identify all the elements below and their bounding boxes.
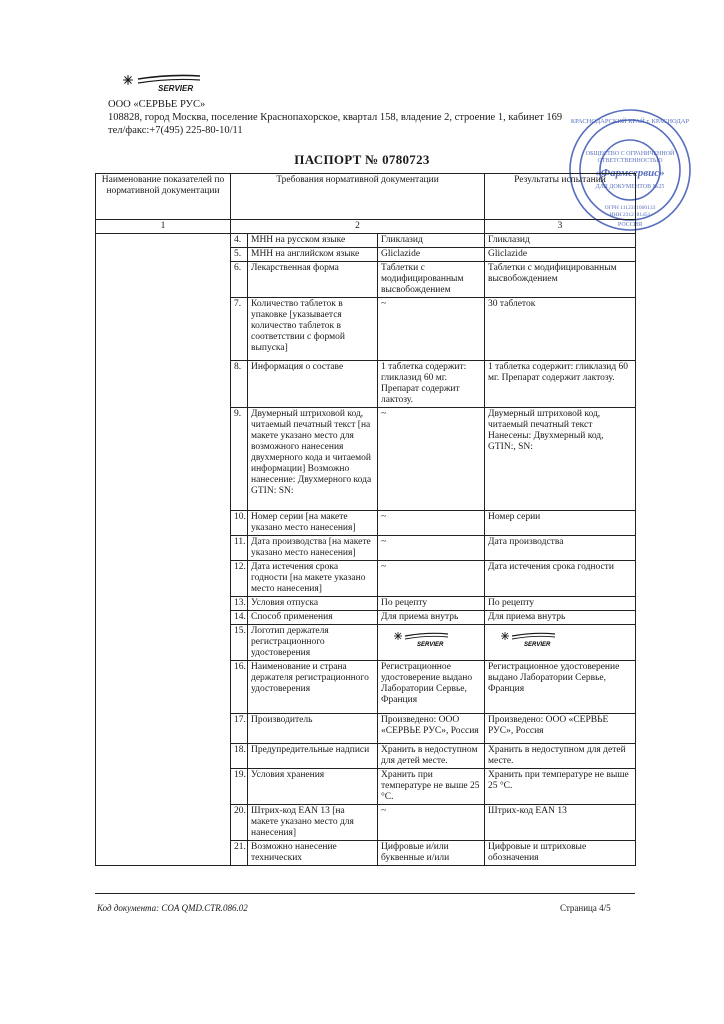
row-requirement: ~ [378, 536, 485, 561]
row-result: 1 таблетка содержит: гликлазид 60 мг. Препарат содержит лактозу. [485, 361, 636, 408]
row-requirement: Цифровые и/или буквенные и/или [378, 841, 485, 866]
row-result: Произведено: ООО «СЕРВЬЕ РУС», Россия [485, 714, 636, 744]
row-name: Предупредительные надписи [248, 744, 378, 769]
row-number: 13. [231, 597, 248, 611]
row-result: Штрих-код EAN 13 [485, 805, 636, 841]
row-result: Цифровые и штриховые обозначения [485, 841, 636, 866]
row-number: 19. [231, 769, 248, 805]
row-requirement: Произведено: ООО «СЕРВЬЕ РУС», Россия [378, 714, 485, 744]
row-number: 4. [231, 234, 248, 248]
row-requirement: Для приема внутрь [378, 611, 485, 625]
company-info [108, 98, 562, 137]
passport-table [95, 173, 636, 866]
row-requirement: Хранить при температуре не выше 25 °С. [378, 769, 485, 805]
colnum-3: 3 [485, 220, 636, 234]
table-row [96, 234, 636, 248]
page-title: ПАСПОРТ № 0780723 [294, 152, 430, 167]
row-name: Условия отпуска [248, 597, 378, 611]
row-name: Способ применения [248, 611, 378, 625]
merged-blank-cell [96, 234, 231, 866]
page-number: Страница 4/5 [560, 903, 611, 913]
row-number: 21. [231, 841, 248, 866]
row-number: 12. [231, 561, 248, 597]
row-name: Дата производства [на макете указано место нанесения] [248, 536, 378, 561]
servier-logo-text: SERVIER [524, 642, 551, 648]
row-number: 17. [231, 714, 248, 744]
row-result: Хранить в недоступном для детей месте. [485, 744, 636, 769]
servier-logo-text: SERVIER [417, 642, 444, 648]
row-requirement: 1 таблетка содержит: гликлазид 60 мг. Препарат содержит лактозу. [378, 361, 485, 408]
row-name: Производитель [248, 714, 378, 744]
row-number: 16. [231, 661, 248, 714]
row-number: 15. [231, 625, 248, 661]
svg-text:ОТВЕТСТВЕННОСТЬЮ: ОТВЕТСТВЕННОСТЬЮ [597, 158, 663, 164]
row-name: Лекарственная форма [248, 262, 378, 298]
servier-logo [393, 630, 463, 648]
row-result: Gliclazide [485, 248, 636, 262]
row-requirement: Регистрационное удостоверение выдано Лаборатории Сервье, Франция [378, 661, 485, 714]
row-name: Возможно нанесение технических [248, 841, 378, 866]
row-requirement [378, 625, 485, 661]
svg-text:ОБЩЕСТВО С ОГРАНИЧЕННОЙ: ОБЩЕСТВО С ОГРАНИЧЕННОЙ [585, 151, 675, 157]
row-result: Номер серии [485, 511, 636, 536]
row-number: 6. [231, 262, 248, 298]
row-result: Дата истечения срока годности [485, 561, 636, 597]
row-name: Дата истечения срока годности [на макете указано место нанесения] [248, 561, 378, 597]
row-number: 7. [231, 298, 248, 361]
row-name: Условия хранения [248, 769, 378, 805]
row-number: 14. [231, 611, 248, 625]
row-name: Двумерный штриховой код, читаемый печатный текст [на макете указано место для возможного нанесения двухмерного кода и читаемой информации] Возможно нанесение: Двухмерного кода GTIN: SN: [248, 408, 378, 511]
row-result: Таблетки с модифицированным высвобождением [485, 262, 636, 298]
svg-text:«Фармсервис»: «Фармсервис» [595, 167, 665, 179]
row-name: Штрих-код EAN 13 [на макете указано место для нанесения] [248, 805, 378, 841]
row-name: МНН на английском языке [248, 248, 378, 262]
row-number: 8. [231, 361, 248, 408]
row-requirement: ~ [378, 511, 485, 536]
row-requirement: ~ [378, 298, 485, 361]
header-col1: Наименование показателей по нормативной документации [96, 174, 231, 220]
row-result: Дата производства [485, 536, 636, 561]
table-colnum-row [96, 220, 636, 234]
row-number: 11. [231, 536, 248, 561]
svg-text:ДЛЯ ДОКУМЕНТОВ №25: ДЛЯ ДОКУМЕНТОВ №25 [595, 184, 665, 190]
svg-text:РОССИЯ: РОССИЯ [617, 222, 643, 228]
company-phone: тел/факс:+7(495) 225-80-10/11 [108, 125, 243, 136]
colnum-2: 2 [231, 220, 485, 234]
company-address: 108828, город Москва, поселение Краснопахорское, квартал 158, владение 2, строение 1, кабинет 169 [108, 112, 563, 123]
servier-logo [120, 70, 240, 94]
footer-divider [95, 893, 635, 894]
row-result: 30 таблеток [485, 298, 636, 361]
company-name: ООО «СЕРВЬЕ РУС» [108, 99, 206, 110]
row-requirement: Gliclazide [378, 248, 485, 262]
row-name: Номер серии [на макете указано место нанесения] [248, 511, 378, 536]
row-requirement: ~ [378, 561, 485, 597]
header-col2: Требования нормативной документации [231, 174, 485, 220]
row-number: 5. [231, 248, 248, 262]
row-result: Двумерный штриховой код, читаемый печатный текст Нанесены: Двухмерный код, GTIN:, SN: [485, 408, 636, 511]
doc-code: Код документа: COA QMD.CTR.086.02 [97, 903, 248, 913]
row-name: Информация о составе [248, 361, 378, 408]
row-number: 18. [231, 744, 248, 769]
colnum-1: 1 [96, 220, 231, 234]
row-number: 9. [231, 408, 248, 511]
row-name: МНН на русском языке [248, 234, 378, 248]
row-result: По рецепту [485, 597, 636, 611]
row-result: Для приема внутрь [485, 611, 636, 625]
row-result: Регистрационное удостоверение выдано Лаборатории Сервье, Франция [485, 661, 636, 714]
row-result: Хранить при температуре не выше 25 °С. [485, 769, 636, 805]
svg-text:ОГРН 1112311000133: ОГРН 1112311000133 [604, 205, 656, 211]
table-header-row [96, 174, 636, 220]
row-number: 20. [231, 805, 248, 841]
row-requirement: Таблетки с модифицированным высвобождением [378, 262, 485, 298]
servier-logo [500, 630, 570, 648]
row-requirement: ~ [378, 408, 485, 511]
row-result: Гликлазид [485, 234, 636, 248]
row-requirement: Гликлазид [378, 234, 485, 248]
row-name: Количество таблеток в упаковке [указывается количество таблеток в соответствии с формой выпуска] [248, 298, 378, 361]
row-requirement: По рецепту [378, 597, 485, 611]
svg-text:SERVIER: SERVIER [158, 84, 194, 93]
svg-text:КРАСНОДАРСКИЙ КРАЙ г. КРАСНОДА: КРАСНОДАРСКИЙ КРАЙ г. КРАСНОДАР [570, 118, 690, 125]
row-number: 10. [231, 511, 248, 536]
row-result [485, 625, 636, 661]
header-col3: Результаты испытаний [485, 174, 636, 220]
row-requirement: ~ [378, 805, 485, 841]
row-requirement: Хранить в недоступном для детей месте. [378, 744, 485, 769]
svg-text:ИНН 2312181451: ИНН 2312181451 [609, 212, 651, 218]
row-name: Наименование и страна держателя регистрационного удостоверения [248, 661, 378, 714]
row-name: Логотип держателя регистрационного удостоверения [248, 625, 378, 661]
